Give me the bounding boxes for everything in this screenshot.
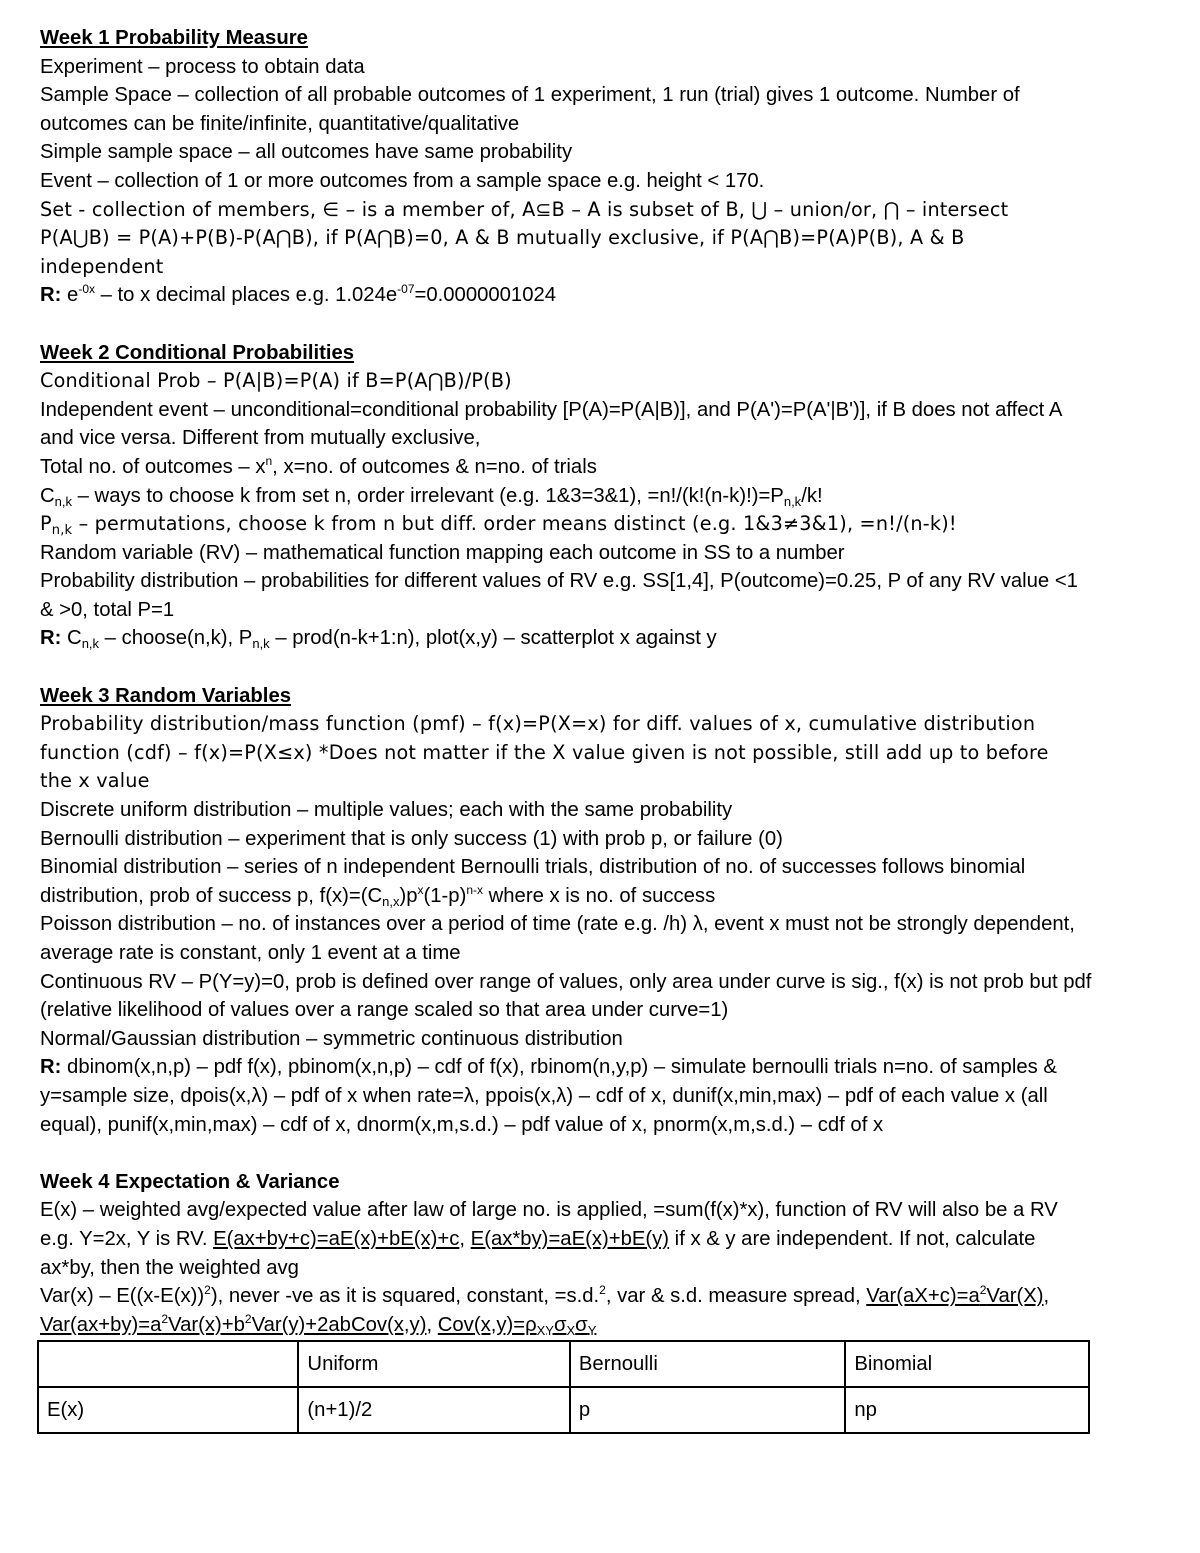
pmf-def: Probability distribution/mass function (pmf) – f(x)=P(X=x) for diff. values of x, cumulative distribution [40, 712, 1036, 736]
table-cell [38, 1341, 298, 1387]
experiment-def: Experiment – process to obtain data [40, 55, 365, 78]
subscript: Y [587, 1322, 597, 1338]
subscript: X [566, 1322, 576, 1338]
random-variable-def: Random variable (RV) – mathematical function mapping each outcome in SS to a number [40, 541, 845, 564]
union-rule-cont: independent [40, 254, 164, 278]
sample-space-def-cont: outcomes can be finite/infinite, quantitative/qualitative [40, 112, 520, 135]
variance-sum-rule [40, 1311, 427, 1336]
linearity-rule: E(ax+by+c)=aE(x)+bE(x)+c [213, 1227, 460, 1250]
table-cell: Binomial [845, 1341, 1089, 1387]
r-label: R: [40, 627, 62, 650]
text: distribution, prob of success p, f(x)=(C [40, 884, 383, 907]
text: , var & s.d. measure spread, [605, 1285, 867, 1308]
subscript: n,k [51, 523, 73, 539]
independent-event-def-cont: and vice versa. Different from mutually exclusive, [40, 427, 481, 450]
table-row [38, 1387, 1089, 1433]
text: C [61, 627, 82, 650]
text: – prod(n-k+1:n), plot(x,y) – scatterplot x against y [269, 627, 717, 650]
text: if x & y are independent. If not, calculate [669, 1227, 1036, 1250]
text: Var(X) [986, 1285, 1044, 1308]
text: /k! [801, 484, 823, 507]
pmf-def-cont2: the x value [40, 769, 150, 793]
week3-r-note-cont2: equal), punif(x,min,max) – cdf of x, dnorm(x,m,s.d.) – pdf value of x, pnorm(x,m,s.d.) – cdf of x [40, 1113, 884, 1136]
discrete-uniform-def: Discrete uniform distribution – multiple values; each with the same probability [40, 799, 733, 822]
table-cell: Bernoulli [570, 1341, 845, 1387]
covariance-rule [438, 1314, 597, 1336]
subscript: n,k [252, 636, 270, 652]
sample-space-def: Sample Space – collection of all probable outcomes of 1 experiment, 1 run (trial) gives 1 outcome. Number of [40, 84, 1020, 107]
text: Total no. of outcomes – x [40, 455, 266, 478]
text: Cov(x,y)=ρ [437, 1313, 537, 1336]
exponent: 2 [979, 1283, 987, 1298]
text: e.g. Y=2x, Y is RV. [40, 1227, 214, 1250]
poisson-def-cont: average rate is constant, only 1 event at a time [40, 942, 461, 964]
exponent: 2 [244, 1311, 252, 1326]
continuous-rv-def: Continuous RV – P(Y=y)=0, prob is defined over range of values, only area under curve is sig., f(x) is not prob but pdf [40, 970, 1092, 993]
text: Var(x) – E((x-E(x)) [40, 1285, 205, 1308]
r-text: e [61, 284, 79, 307]
text: )p [399, 884, 418, 907]
text: , x=no. of outcomes & n=no. of trials [272, 455, 597, 478]
independent-event-def: Independent event – unconditional=conditional probability [P(A)=P(A|B)], and P(A')=P(A'|B')], if B does not affect A [40, 398, 1063, 421]
week2-heading: Week 2 Conditional Probabilities [40, 341, 355, 364]
r-label: R: [40, 284, 62, 307]
subscript: n,k [54, 493, 72, 509]
permutation-def [40, 510, 1160, 539]
week3-r-note [40, 1053, 1160, 1082]
exponent: n [265, 453, 273, 468]
subscript: n,k [81, 636, 100, 652]
text: – choose(n,k), P [99, 627, 253, 650]
table-cell: E(x) [38, 1387, 298, 1433]
text: dbinom(x,n,p) – pdf f(x), pbinom(x,n,p) – cdf of f(x), rbinom(n,y,p) – simulate bernoulli trials n=no. of samples & [61, 1056, 1057, 1079]
bernoulli-def: Bernoulli distribution – experiment that is only success (1) with prob p, or failure (0) [40, 827, 783, 850]
text: (1-p) [423, 884, 467, 907]
r-text: – to x decimal places e.g. 1.024e [95, 284, 398, 307]
table-cell: (n+1)/2 [298, 1387, 569, 1433]
total-outcomes-def [40, 453, 1160, 482]
text: – permutations, choose k from n but diff. order means distinct (e.g. 1&3≠3&1), =n!/(n-k)! [72, 512, 957, 536]
exponent: x [417, 882, 424, 897]
text: Var(ax+by)=a [40, 1313, 162, 1336]
week1-r-note [40, 281, 1160, 310]
r-text: =0.0000001024 [414, 284, 557, 307]
normal-def: Normal/Gaussian distribution – symmetric continuous distribution [40, 1027, 623, 1050]
continuous-rv-def-cont: (relative likelihood of values over a range scaled so that area under curve=1) [40, 999, 729, 1022]
table-cell: np [845, 1387, 1089, 1433]
text: Var(y)+2abCov(x,y) [251, 1313, 427, 1336]
expectation-table [37, 1340, 1090, 1434]
table-cell: Uniform [298, 1341, 569, 1387]
subscript: XY [536, 1322, 554, 1338]
table-header-row [38, 1341, 1089, 1387]
week4-heading: Week 4 Expectation & Variance [40, 1170, 340, 1193]
week1-heading: Week 1 Probability Measure [40, 27, 308, 49]
text: σ [575, 1313, 588, 1336]
exponent: n-x [466, 882, 483, 897]
text: P [40, 512, 52, 536]
week3-heading: Week 3 Random Variables [40, 684, 291, 707]
product-rule: E(ax*by)=aE(x)+bE(y) [470, 1227, 670, 1250]
expectation-def-cont2: ax*by, then the weighted avg [40, 1256, 299, 1279]
text: Var(aX+c)=a [866, 1285, 980, 1308]
week3-r-note-cont: y=sample size, dpois(x,λ) – pdf of x when rate=λ, ppois(x,λ) – cdf of x, dunif(x,min,max) – pdf of each value x (all [40, 1084, 1048, 1107]
simple-sample-space-def: Simple sample space – all outcomes have same probability [40, 141, 573, 164]
text: where x is no. of success [483, 884, 716, 907]
subscript: n,x [382, 893, 400, 909]
r-label: R: [40, 1056, 62, 1079]
text: ), never -ve as it is squared, constant, =s.d. [210, 1285, 600, 1308]
text: – ways to choose k from set n, order irrelevant (e.g. 1&3=3&1), =n!/(k!(n-k)!)=P [72, 484, 784, 507]
text: Var(x)+b [168, 1313, 245, 1336]
expectation-def: E(x) – weighted avg/expected value after law of large no. is applied, =sum(f(x)*x), function of RV will also be a RV [40, 1199, 1058, 1222]
exponent: 2 [161, 1311, 169, 1326]
conditional-prob-def: Conditional Prob – P(A|B)=P(A) if B=P(A⋂B)/P(B) [40, 369, 512, 393]
prob-distribution-def: Probability distribution – probabilities for different values of RV e.g. SS[1,4], P(outcome)=0.25, P of any RV value <1 [40, 570, 1078, 593]
binomial-def-cont [40, 882, 1160, 911]
combination-def [40, 482, 1160, 511]
exponent: -0x [78, 282, 95, 297]
week2-r-note [40, 624, 1160, 653]
text: , [426, 1313, 438, 1336]
expectation-def-cont [40, 1225, 1160, 1254]
pmf-def-cont: function (cdf) – f(x)=P(X≤x) *Does not matter if the X value given is not possible, still add up to before [40, 740, 1049, 764]
event-def: Event – collection of 1 or more outcomes from a sample space e.g. height < 170. [40, 169, 765, 192]
text: C [40, 484, 55, 507]
exponent: -07 [397, 282, 415, 297]
text: , [459, 1227, 471, 1250]
union-rule: P(A⋃B) = P(A)+P(B)-P(A⋂B), if P(A⋂B)=0, A & B mutually exclusive, if P(A⋂B)=P(A)P(B), A & B [40, 226, 965, 250]
table-cell: p [570, 1387, 845, 1433]
text: σ [553, 1313, 567, 1336]
variance-scaling-rule [866, 1285, 1043, 1307]
set-def: Set - collection of members, ∈ – is a member of, A⊆B – A is subset of B, ⋃ – union/or, ⋂ – intersect [40, 197, 1009, 221]
text: , [1043, 1285, 1050, 1308]
exponent: 2 [204, 1283, 211, 1298]
variance-def-cont [40, 1311, 1160, 1340]
exponent: 2 [599, 1283, 606, 1298]
prob-distribution-def-cont: & >0, total P=1 [40, 598, 175, 621]
subscript: n,k [783, 493, 802, 509]
variance-def [40, 1282, 1160, 1311]
binomial-def: Binomial distribution – series of n independent Bernoulli trials, distribution of no. of successes follows binomial [40, 856, 1026, 879]
poisson-def: Poisson distribution – no. of instances over a period of time (rate e.g. /h) λ, event x must not be strongly dependent, [40, 913, 1075, 936]
